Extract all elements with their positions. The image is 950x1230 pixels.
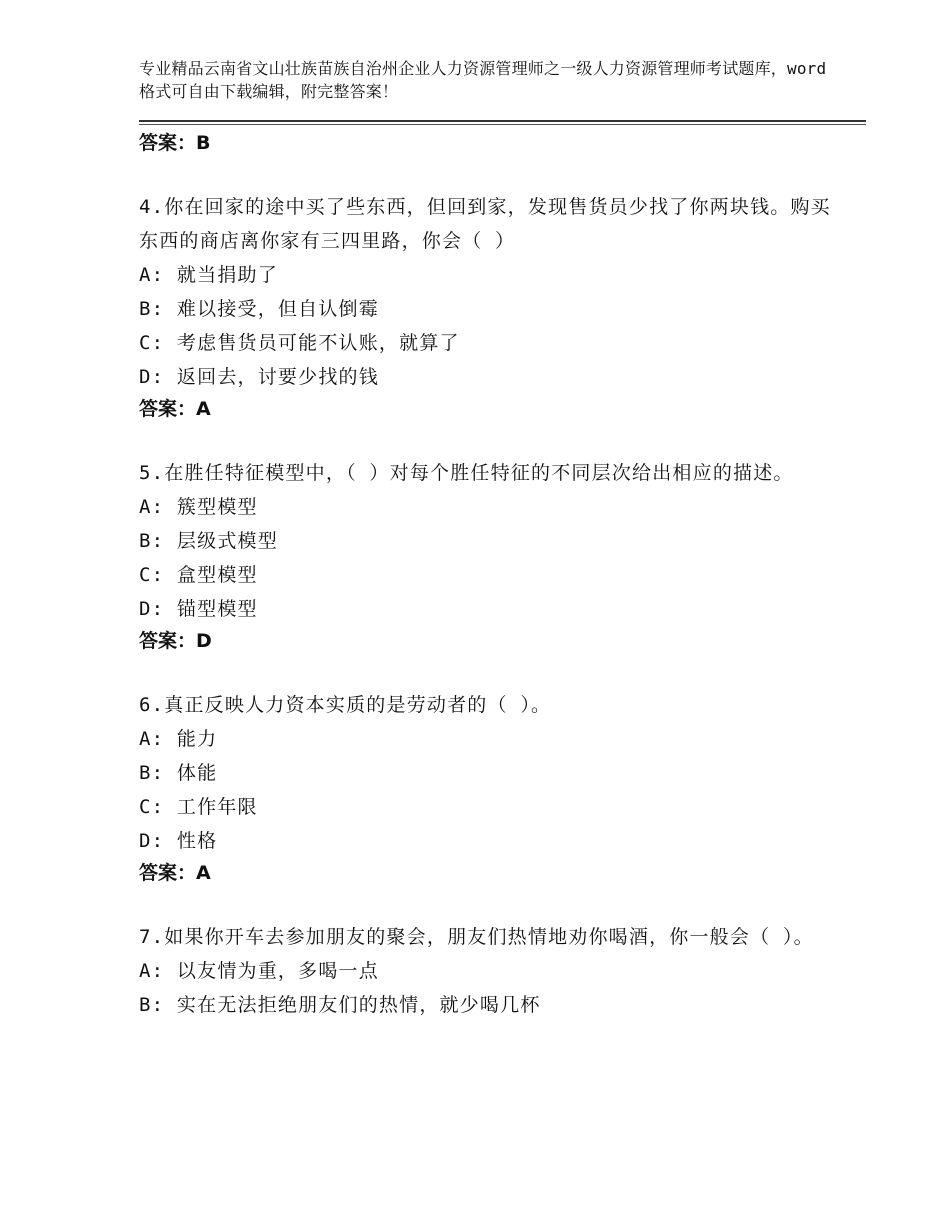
option-key: A bbox=[139, 728, 152, 750]
answer-label: 答案： bbox=[139, 630, 197, 652]
option-a bbox=[139, 722, 839, 756]
option-sep: : bbox=[151, 762, 177, 784]
question-stem: 7.如果你开车去参加朋友的聚会，朋友们热情地劝你喝酒，你一般会（ ）。 bbox=[139, 926, 814, 948]
option-text: 体能 bbox=[176, 762, 218, 784]
option-text: 锚型模型 bbox=[176, 598, 258, 620]
option-sep: : bbox=[151, 332, 177, 354]
option-text: 实在无法拒绝朋友们的热情，就少喝几杯 bbox=[176, 994, 541, 1016]
document-title: 专业精品云南省文山壮族苗族自治州企业人力资源管理师之一级人力资源管理师考试题库，word格式可自由下载编辑，附完整答案！ bbox=[139, 59, 827, 101]
option-c bbox=[139, 790, 839, 824]
option-text: 考虑售货员可能不认账，就算了 bbox=[176, 332, 460, 354]
option-sep: : bbox=[151, 960, 177, 982]
answer-label: 答案： bbox=[139, 862, 197, 884]
option-key: D bbox=[139, 830, 152, 852]
option-sep: : bbox=[151, 564, 177, 586]
answer-value: B bbox=[196, 132, 211, 154]
answer-line bbox=[139, 858, 839, 892]
option-d bbox=[139, 360, 839, 394]
option-text: 工作年限 bbox=[176, 796, 258, 818]
question-item bbox=[139, 920, 839, 1022]
option-a bbox=[139, 954, 839, 988]
answer-value: A bbox=[196, 398, 211, 420]
option-text: 返回去，讨要少找的钱 bbox=[176, 366, 379, 388]
option-key: C bbox=[139, 796, 152, 818]
option-text: 簇型模型 bbox=[176, 496, 258, 518]
option-sep: : bbox=[151, 298, 177, 320]
option-key: B bbox=[139, 298, 152, 320]
answer-label: 答案： bbox=[139, 132, 197, 154]
option-text: 层级式模型 bbox=[176, 530, 278, 552]
answer-line bbox=[139, 394, 839, 428]
option-text: 盒型模型 bbox=[176, 564, 258, 586]
option-text: 难以接受，但自认倒霉 bbox=[176, 298, 379, 320]
option-key: D bbox=[139, 366, 152, 388]
option-sep: : bbox=[151, 530, 177, 552]
option-sep: : bbox=[151, 994, 177, 1016]
option-text: 能力 bbox=[176, 728, 218, 750]
question-item bbox=[139, 688, 839, 892]
option-b bbox=[139, 988, 839, 1022]
question-stem: 5.在胜任特征模型中，（ ）对每个胜任特征的不同层次给出相应的描述。 bbox=[139, 462, 794, 484]
answer-label: 答案： bbox=[139, 398, 197, 420]
answer-value: A bbox=[196, 862, 211, 884]
answer-line bbox=[139, 626, 839, 660]
option-b bbox=[139, 524, 839, 558]
option-b bbox=[139, 292, 839, 326]
option-sep: : bbox=[151, 830, 177, 852]
option-key: C bbox=[139, 332, 152, 354]
option-key: B bbox=[139, 994, 152, 1016]
option-key: B bbox=[139, 762, 152, 784]
option-c bbox=[139, 326, 839, 360]
question-stem: 4.你在回家的途中买了些东西，但回到家，发现售货员少找了你两块钱。购买东西的商店离你家有三四里路，你会（ ） bbox=[139, 196, 831, 252]
option-d bbox=[139, 824, 839, 858]
option-b bbox=[139, 756, 839, 790]
option-sep: : bbox=[151, 598, 177, 620]
option-c bbox=[139, 558, 839, 592]
option-sep: : bbox=[151, 264, 177, 286]
question-item bbox=[139, 456, 839, 660]
option-sep: : bbox=[151, 728, 177, 750]
answer-value: D bbox=[196, 630, 212, 652]
question-list bbox=[139, 128, 839, 1022]
header-divider-thin bbox=[139, 124, 866, 125]
question-item bbox=[139, 190, 839, 428]
option-a bbox=[139, 490, 839, 524]
option-text: 性格 bbox=[176, 830, 218, 852]
option-a bbox=[139, 258, 839, 292]
option-sep: : bbox=[151, 366, 177, 388]
option-key: A bbox=[139, 496, 152, 518]
option-text: 就当捐助了 bbox=[176, 264, 278, 286]
option-d bbox=[139, 592, 839, 626]
answer-line bbox=[139, 128, 839, 162]
question-stem: 6.真正反映人力资本实质的是劳动者的（ ）。 bbox=[139, 694, 552, 716]
document-header bbox=[139, 57, 839, 103]
option-key: A bbox=[139, 264, 152, 286]
option-key: D bbox=[139, 598, 152, 620]
option-text: 以友情为重，多喝一点 bbox=[176, 960, 379, 982]
option-key: B bbox=[139, 530, 152, 552]
option-sep: : bbox=[151, 796, 177, 818]
option-key: C bbox=[139, 564, 152, 586]
header-divider bbox=[139, 120, 866, 122]
option-key: A bbox=[139, 960, 152, 982]
option-sep: : bbox=[151, 496, 177, 518]
